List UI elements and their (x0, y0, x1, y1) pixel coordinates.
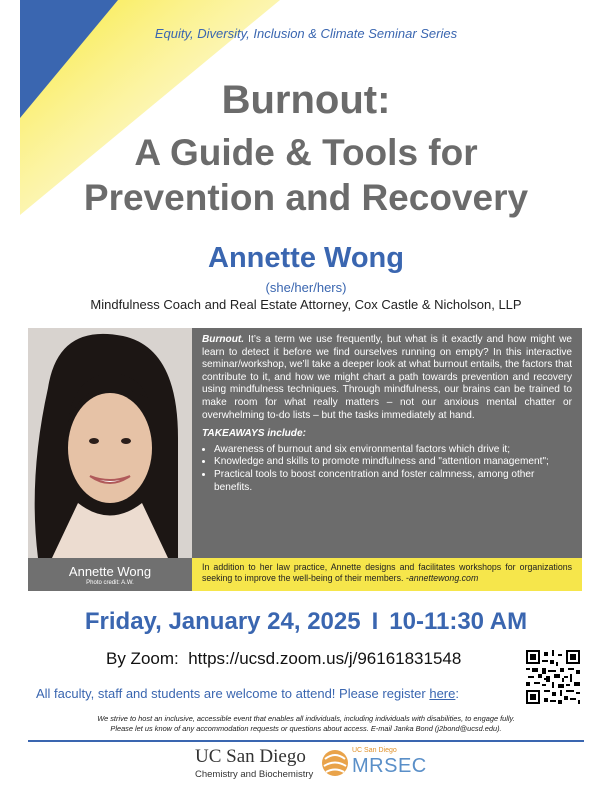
welcome-end: : (455, 686, 459, 701)
photo-credit: Photo credit: A.W. (86, 580, 134, 586)
description-text (202, 334, 572, 422)
accessibility-line-1: We strive to host an inclusive, accessible event that enables all individuals, including individuals with disabilities, to engage fully. (97, 714, 515, 723)
event-datetime (0, 608, 612, 636)
title-line-3: Prevention and Recovery (83, 177, 529, 218)
speaker-role: Mindfulness Coach and Real Estate Attorney, Cox Castle & Nicholson, LLP (90, 297, 522, 312)
takeaway-item: • Awareness of burnout and six environmental factors which drive it; (214, 444, 572, 457)
bio-source: -annettewong.com (405, 573, 479, 583)
speaker-pronouns: (she/her/hers) (265, 280, 347, 295)
speaker-photo (28, 328, 192, 558)
description-panel (192, 328, 582, 558)
photo-caption-name: Annette Wong (68, 564, 152, 579)
description-body: It’s a term we use frequently, but what is it exactly and how might we learn to detect it before we find ourselves running on empty? In this interactive seminar/workshop, we’ll take a deeper look at what burnout entails, the factors that contribute to it, and how we might chart a path towards prevention and recovery using mindfulness techniques. Through mindfulness, our brains can be trained to make room for what really matters – not our anxious mental chatter or overwhelming to-do lists – but the tasks immediately at hand. (202, 334, 572, 421)
title-line-2: A Guide & Tools for (134, 132, 478, 173)
speaker-name: Annette Wong (208, 242, 404, 274)
zoom-line (106, 649, 461, 669)
footer-divider (28, 740, 584, 742)
ucsd-logo-name: UC San Diego (195, 746, 306, 767)
event-time: 10-11:30 AM (389, 608, 528, 635)
speaker-bio (192, 558, 582, 591)
mrsec-logo-big: MRSEC (352, 755, 427, 777)
event-date: Friday, January 24, 2025 (84, 608, 361, 635)
welcome-line (36, 686, 459, 701)
description-lead: Burnout. (202, 334, 245, 345)
takeaways-list (202, 444, 572, 494)
takeaway-item: • Knowledge and skills to promote mindfulness and "attention management"; (214, 456, 572, 469)
photo-caption (28, 558, 192, 591)
accessibility-note (40, 714, 572, 733)
zoom-link[interactable]: https://ucsd.zoom.us/j/96161831548 (188, 649, 462, 668)
accessibility-line-2: Please let us know of any accommodation requests or questions about access. E-mail Janka Bond (j2bond@ucsd.edu). (110, 723, 502, 733)
takeaways-heading: TAKEAWAYS include: (202, 428, 306, 440)
takeaway-item: • Practical tools to boost concentration and foster calmness, among other benefits. (214, 469, 572, 494)
mrsec-logo-small: UC San Diego (352, 747, 397, 754)
title-line-1: Burnout: (221, 78, 391, 122)
seminar-series: Equity, Diversity, Inclusion & Climate Seminar Series (154, 26, 458, 41)
register-link[interactable]: here (429, 686, 456, 701)
ucsd-logo-dept: Chemistry and Biochemistry (195, 769, 314, 780)
qr-code[interactable] (526, 650, 580, 704)
welcome-text: All faculty, staff and students are welcome to attend! Please register (36, 686, 430, 701)
event-separator: I (371, 608, 379, 635)
bio-text: In addition to her law practice, Annette designs and facilitates workshops for organizations seeking to improve the well-being of their members. (202, 562, 572, 583)
zoom-label: By Zoom: (106, 649, 179, 668)
ucsd-logo (195, 747, 313, 780)
mrsec-emblem-icon (320, 747, 350, 779)
mrsec-logo (320, 745, 430, 781)
